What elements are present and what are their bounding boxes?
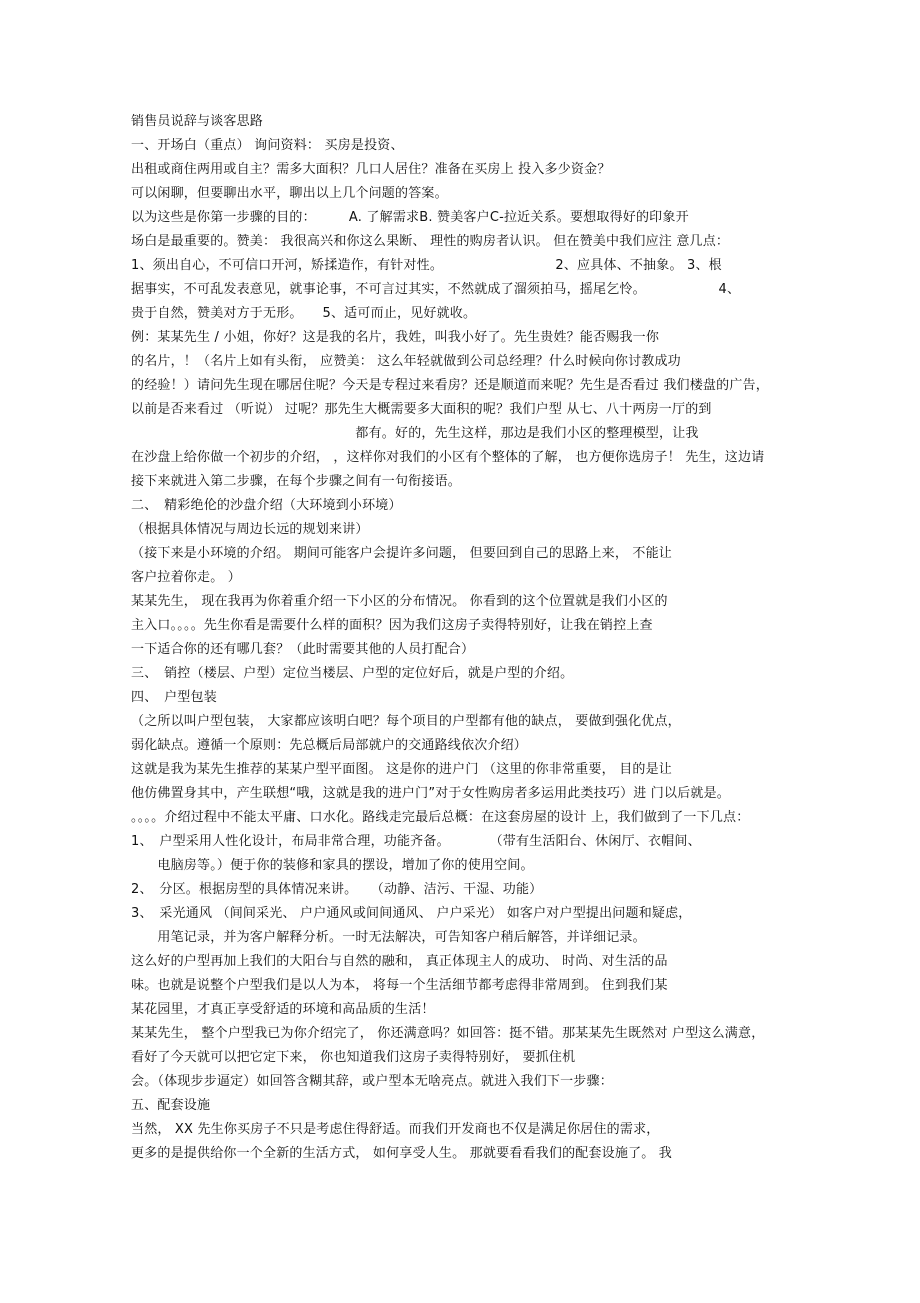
text-line: 当然， XX 先生你买房子不只是考虑住得舒适。而我们开发商也不仅是满足你居住的需求， xyxy=(131,1122,660,1137)
text-line: 某某先生， 整个户型我已为你介绍完了， 你还满意吗？如回答：挺不错。那某某先生既然对 户型这么满意， xyxy=(131,1026,765,1041)
text-line: 以前是否来看过 （听说） 过呢？那先生大概需要多大面积的呢？我们户型 从七、八十两房一厅的到 xyxy=(131,402,712,417)
text-line: 都有。好的，先生这样，那边是我们小区的整理模型，让我 xyxy=(131,426,699,441)
text-line: 电脑房等。）便于你的装修和家具的摆设，增加了你的使用空间。 xyxy=(131,858,534,873)
text-line: 会。（体现步步逼定）如回答含糊其辞，或户型本无啥亮点。就进入我们下一步骤： xyxy=(131,1074,613,1089)
text-line: 某某先生， 现在我再为你着重介绍一下小区的分布情况。 你看到的这个位置就是我们小区的 xyxy=(131,594,668,609)
text-line: 这么好的户型再加上我们的大阳台与自然的融和， 真正体现主人的成功、 时尚、对生活的品 xyxy=(131,954,668,969)
text-line: 主入口。。。。先生你看是需要什么样的面积？因为我们这房子卖得特别好，让我在销控上查 xyxy=(131,618,653,633)
text-line: 某花园里，才真正享受舒适的环境和高品质的生活！ xyxy=(131,1002,435,1017)
text-line: 一、开场白（重点） 询问资料： 买房是投资、 xyxy=(131,138,404,153)
text-line: 味。也就是说整个户型我们是以人为本， 将每一个生活细节都考虑得非常周到。 住到我们某 xyxy=(131,978,668,993)
text-line: 在沙盘上给你做一个初步的介绍， ，这样你对我们的小区有个整体的了解， 也方便你选房子！ 先生，这边请 xyxy=(131,450,765,465)
text-line: 场白是最重要的。赞美： 我很高兴和你这么果断、 理性的购房者认识。 但在赞美中我们应注 意几点： xyxy=(131,234,730,249)
text-line: （接下来是小环境的介绍。 期间可能客户会提许多问题， 但要回到自己的思路上来， 不能让 xyxy=(131,546,672,561)
text-line: 3、 采光通风 （间间采光、 户户通风或间间通风、 户户采光） 如客户对户型提出问题和疑虑， xyxy=(131,906,692,921)
text-line: 一下适合你的还有哪几套？（此时需要其他的人员打配合） xyxy=(131,642,475,657)
text-line: 的名片，！（名片上如有头衔， 应赞美： 这么年轻就做到公司总经理？什么时候向你讨教成功 xyxy=(131,354,681,369)
text-line: 看好了今天就可以把它定下来， 你也知道我们这房子卖得特别好， 要抓住机 xyxy=(131,1050,576,1065)
text-line: 客户拉着你走。 ） xyxy=(131,570,241,585)
section-heading: 四、 户型包装 xyxy=(131,690,217,705)
text-line: 例：某某先生 / 小姐，你好？这是我的名片，我姓，叫我小好了。先生贵姓？能否赐我一你 xyxy=(131,330,660,345)
text-line: 接下来就进入第二步骤，在每个步骤之间有一句衔接语。 xyxy=(131,474,462,489)
text-line: 1、须出自心，不可信口开河，矫揉造作，有针对性。 2、应具体、不抽象。 3、根 xyxy=(131,258,722,273)
text-line: （之所以叫户型包装， 大家都应该明白吧？每个项目的户型都有他的缺点， 要做到强化优点， xyxy=(131,714,681,729)
section-heading: 三、 销控（楼层、户型）定位当楼层、户型的定位好后，就是户型的介绍。 xyxy=(131,666,574,681)
text-line: 更多的是提供给你一个全新的生活方式， 如何享受人生。 那就要看看我们的配套设施了。 我 xyxy=(131,1146,672,1161)
text-line: 以为这些是你第一步骤的目的： A. 了解需求B. 赞美客户C-拉近关系。要想取得好的印象开 xyxy=(131,210,689,225)
text-line: 据事实，不可乱发表意见，就事论事，不可言过其实，不然就成了溜须拍马，摇尾乞怜。 4、 xyxy=(131,282,741,297)
text-line: 用笔记录，并为客户解释分析。一时无法解决，可告知客户稍后解答，并详细记录。 xyxy=(131,930,646,945)
text-line: （根据具体情况与周边长远的规划来讲） xyxy=(131,522,369,537)
text-line: 他仿佛置身其中，产生联想“哦，这就是我的进户门”对于女性购房者多运用此类技巧）进 门以后就是。 xyxy=(131,786,731,801)
section-heading: 二、 精彩绝伦的沙盘介绍（大环境到小环境） xyxy=(131,498,402,513)
document-title: 销售员说辞与谈客思路 xyxy=(131,114,264,129)
text-line: 弱化缺点。遵循一个原则：先总概后局部就户的交通路线依次介绍） xyxy=(131,738,528,753)
text-line: 的经验！）请问先生现在哪居住呢？今天是专程过来看房？还是顺道而来呢？先生是否看过 我们楼盘的广告， xyxy=(131,378,769,393)
text-line: 1、 户型采用人性化设计，布局非常合理，功能齐备。 （带有生活阳台、休闲厅、衣帽间、 xyxy=(131,834,701,849)
text-line: 可以闲聊，但要聊出水平，聊出以上几个问题的答案。 xyxy=(131,186,448,201)
text-line: 。。。。介绍过程中不能太平庸、口水化。路线走完最后总概：在这套房屋的设计 上，我们做到了一下几点： xyxy=(131,810,750,825)
section-heading: 五、配套设施 xyxy=(131,1098,211,1113)
text-line: 贵于自然，赞美对方于无形。 5、适可而止，见好就收。 xyxy=(131,306,477,321)
text-line: 2、 分区。根据房型的具体情况来讲。 （动静、洁污、干湿、功能） xyxy=(131,882,543,897)
text-line: 出租或商住两用或自主？需多大面积？几口人居住？准备在买房上 投入多少资金？ xyxy=(131,162,611,177)
text-line: 这就是我为某先生推荐的某某户型平面图。 这是你的进户门 （这里的你非常重要， 目的是让 xyxy=(131,762,672,777)
